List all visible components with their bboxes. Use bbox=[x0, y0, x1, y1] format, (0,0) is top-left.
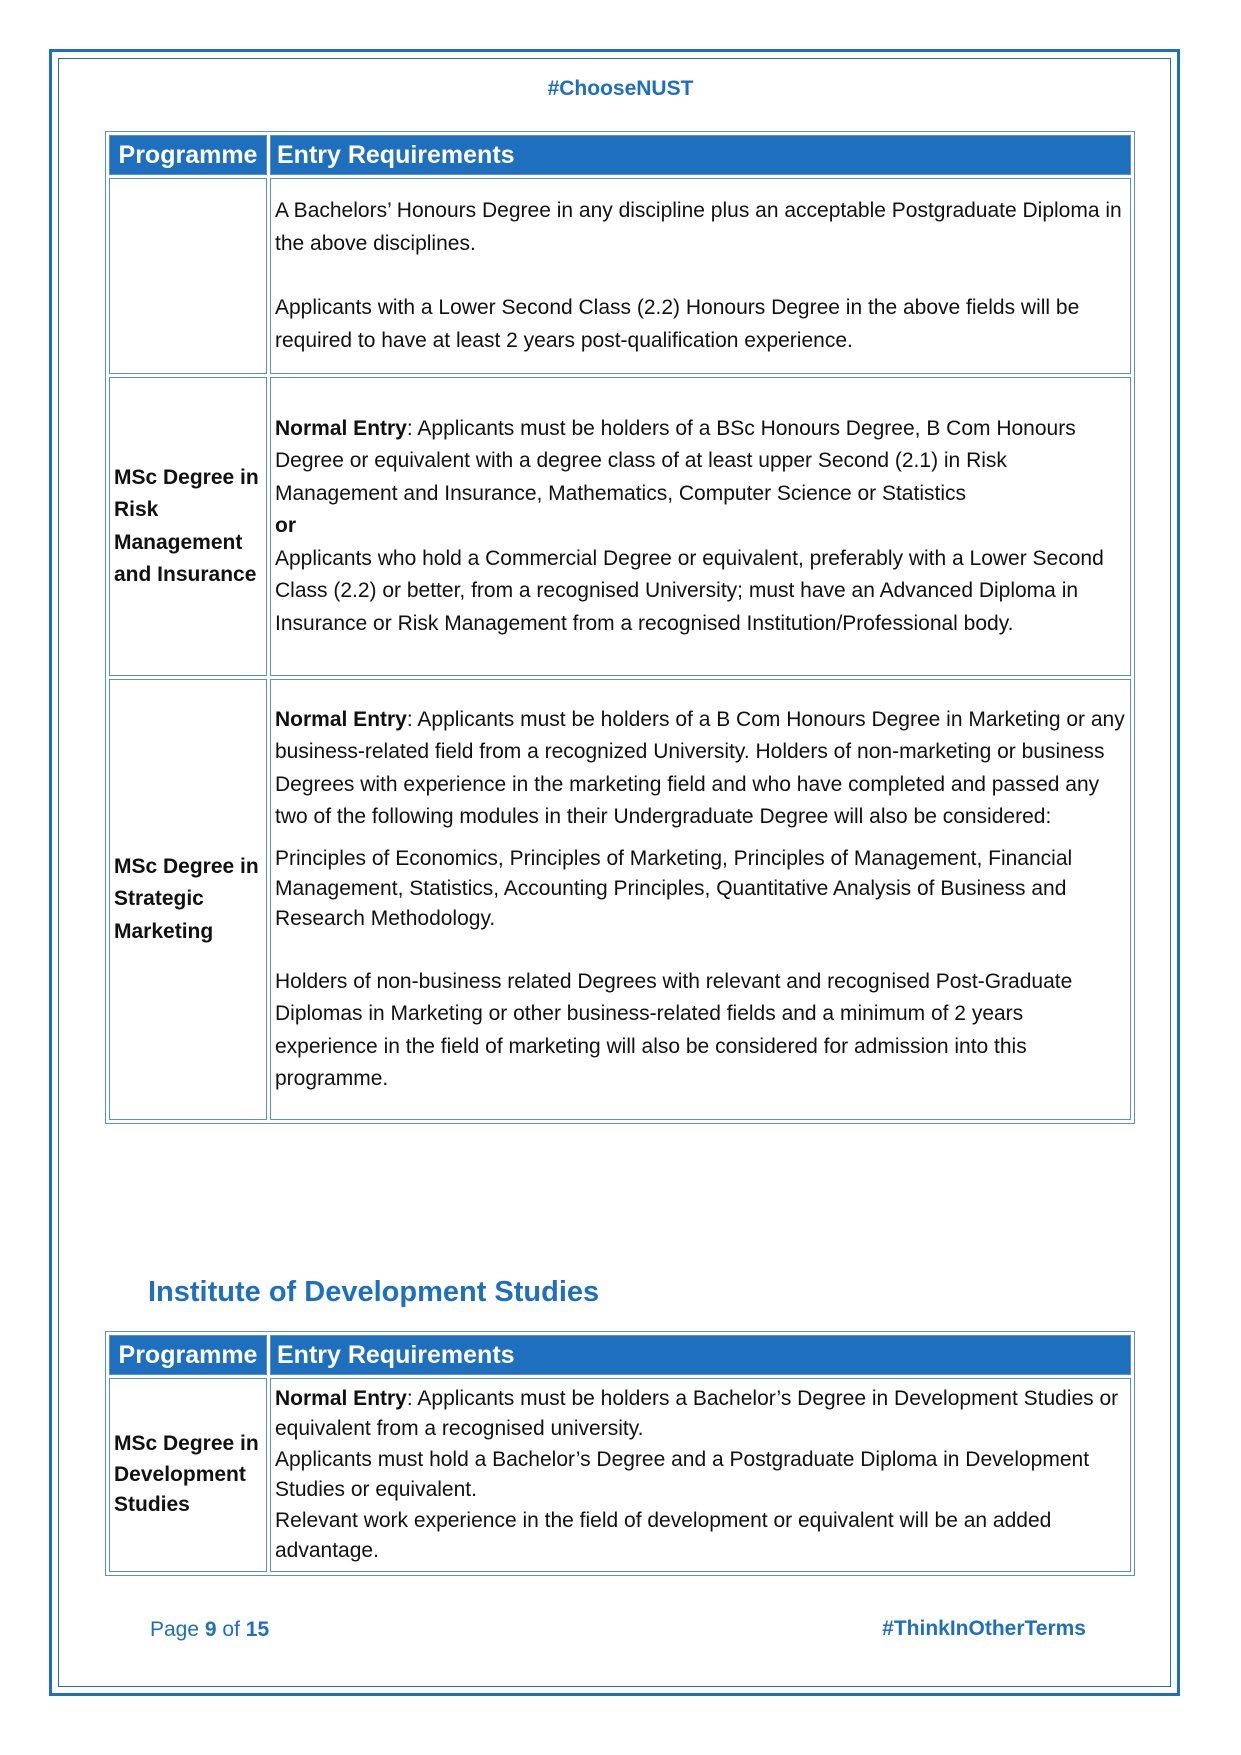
or-label: or bbox=[275, 514, 296, 538]
normal-entry-label: Normal Entry bbox=[275, 1386, 407, 1410]
table-row bbox=[109, 377, 1131, 676]
total-pages: 15 bbox=[245, 1618, 270, 1641]
column-header-entry-requirements: Entry Requirements bbox=[270, 135, 1131, 175]
table-row bbox=[109, 178, 1131, 374]
programme-cell: MSc Degree in Development Studies bbox=[109, 1378, 267, 1572]
requirement-paragraph: Principles of Economics, Principles of Marketing, Principles of Management, Financial Management, Statistics, Accounting Principles, Quantitative Analysis of Business and Research Methodology. bbox=[275, 846, 1073, 930]
normal-entry-label: Normal Entry bbox=[275, 707, 407, 731]
requirement-paragraph: Applicants who hold a Commercial Degree or equivalent, preferably with a Lower Second Class (2.2) or better, from a recognised University; must have an Advanced Diploma in Insurance or Risk Management from a recognised Institution/Professional body. bbox=[275, 546, 1104, 635]
requirement-paragraph: Applicants must hold a Bachelor’s Degree and a Postgraduate Diploma in Development Studies or equivalent. bbox=[275, 1447, 1090, 1501]
column-header-entry-requirements: Entry Requirements bbox=[270, 1335, 1131, 1375]
entry-requirements-table bbox=[105, 131, 1135, 1124]
programme-cell: MSc Degree in Risk Management and Insurance bbox=[109, 377, 267, 676]
requirement-text: : Applicants must be holders a Bachelor’s Degree in Development Studies or equivalent from a recognised university. bbox=[275, 1386, 1119, 1440]
requirement-paragraph bbox=[275, 413, 1126, 511]
table-row bbox=[109, 1378, 1131, 1572]
normal-entry-label: Normal Entry bbox=[275, 416, 407, 440]
section-title: Institute of Development Studies bbox=[148, 1276, 600, 1308]
column-header-programme: Programme bbox=[109, 135, 267, 175]
page-word: Page bbox=[150, 1618, 200, 1641]
table-header-row bbox=[109, 1335, 1131, 1375]
requirements-cell bbox=[270, 178, 1131, 374]
header-hashtag: #ChooseNUST bbox=[547, 77, 694, 100]
programme-cell: MSc Degree in Strategic Marketing bbox=[109, 679, 267, 1120]
requirement-paragraph bbox=[275, 704, 1126, 834]
requirement-text: : Applicants must be holders of a B Com Honours Degree in Marketing or any business-related field from a recognized University. Holders of non-marketing or business Degrees with experience in the marketing field and who have completed and passed any two of the following modules in their Undergraduate Degree will also be considered: bbox=[275, 707, 1125, 828]
requirement-text: : Applicants must be holders of a BSc Honours Degree, B Com Honours Degree or equivalent with a degree class of at least upper Second (2.1) in Risk Management and Insurance, Mathematics, Computer Science or Statistics bbox=[275, 416, 1076, 505]
requirement-paragraph: Applicants with a Lower Second Class (2.2) Honours Degree in the above fields will be required to have at least 2 years post-qualification experience. bbox=[275, 296, 1080, 352]
requirements-cell bbox=[270, 679, 1131, 1120]
requirement-paragraph: Relevant work experience in the field of development or equivalent will be an added advantage. bbox=[275, 1508, 1052, 1562]
requirement-paragraph: Holders of non-business related Degrees with relevant and recognised Post-Graduate Diplomas in Marketing or other business-related fields and a minimum of 2 years experience in the field of marketing will also be considered for admission into this programme. bbox=[275, 969, 1073, 1090]
requirements-cell bbox=[270, 1378, 1131, 1572]
current-page: 9 bbox=[204, 1618, 217, 1641]
page-number bbox=[150, 1618, 269, 1642]
of-word: of bbox=[222, 1618, 240, 1641]
footer-hashtag: #ThinkInOtherTerms bbox=[882, 1617, 1086, 1640]
table-row bbox=[109, 679, 1131, 1120]
column-header-programme: Programme bbox=[109, 1335, 267, 1375]
requirement-paragraph: A Bachelors’ Honours Degree in any discipline plus an acceptable Postgraduate Diploma in the above disciplines. bbox=[275, 199, 1122, 255]
table-header-row bbox=[109, 135, 1131, 175]
requirement-paragraph bbox=[275, 1384, 1126, 1445]
requirements-cell bbox=[270, 377, 1131, 676]
development-studies-table bbox=[105, 1331, 1135, 1576]
programme-cell bbox=[109, 178, 267, 374]
